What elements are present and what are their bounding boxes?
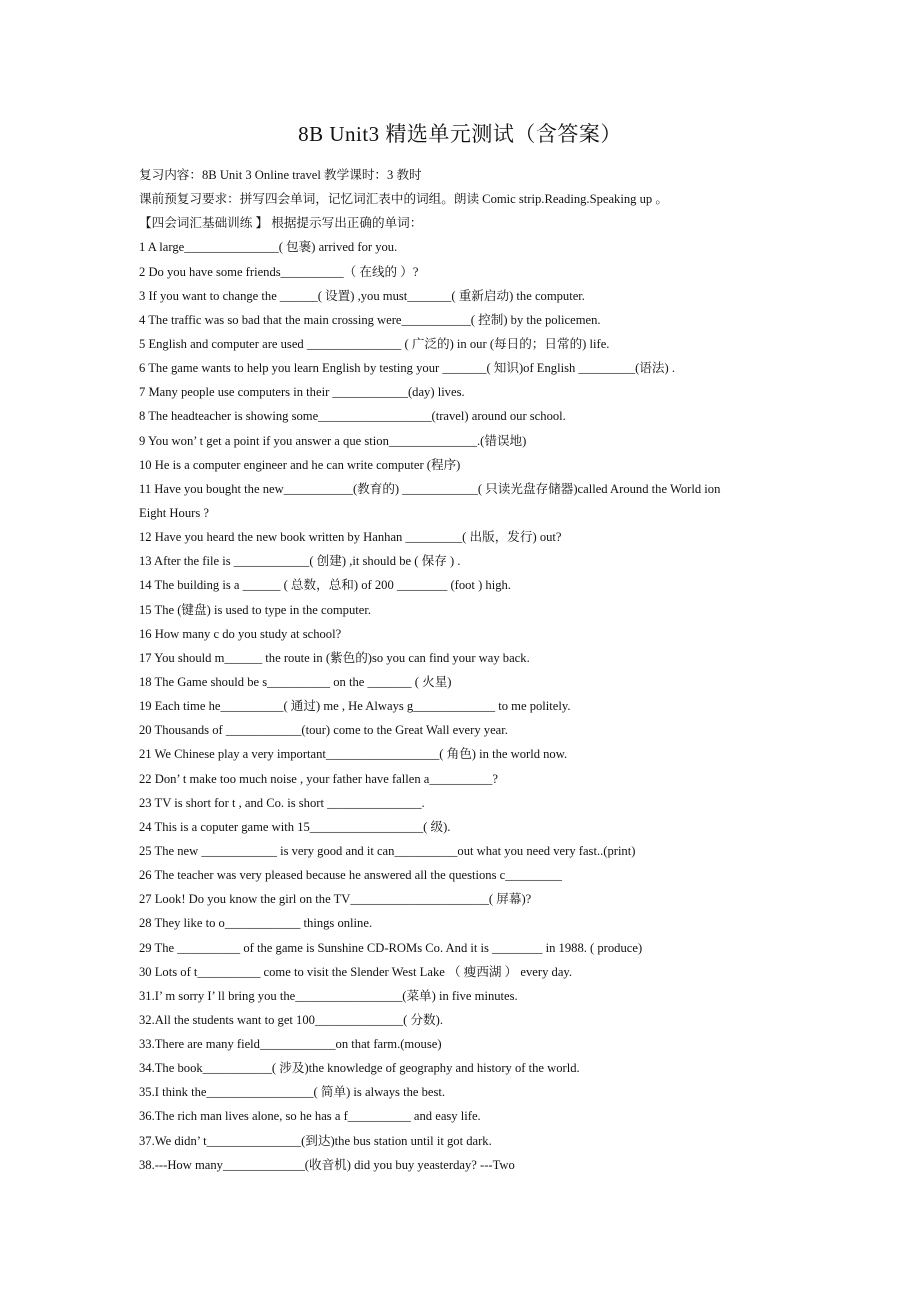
question-line: 37.We didn’ t_______________(到达)the bus station until it got dark. xyxy=(139,1133,492,1148)
question-line: 20 Thousands of ____________(tour) come to the Great Wall every year. xyxy=(139,723,508,738)
preview-requirement-line: 课前预复习要求：拼写四会单词，记忆词汇表中的词组。朗读 Comic strip.Reading.Speaking up 。 xyxy=(139,192,668,207)
question-line: 2 Do you have some friends__________（ 在线的 ）? xyxy=(139,264,419,279)
question-line: 35.I think the_________________( 简单) is always the best. xyxy=(139,1085,446,1100)
document-title: 8B Unit3 精选单元测试（含答案） xyxy=(298,122,622,146)
question-line: 33.There are many field____________on that farm.(mouse) xyxy=(139,1037,442,1052)
question-line: 21 We Chinese play a very important__________________( 角色) in the world now. xyxy=(139,747,568,762)
question-line: 12 Have you heard the new book written by Hanhan _________( 出版，发行) out? xyxy=(139,530,562,545)
review-content-line: 复习内容：8B Unit 3 Online travel 教学课时：3 教时 xyxy=(139,168,422,182)
question-line: 10 He is a computer engineer and he can write computer (程序) xyxy=(139,457,461,472)
question-line: 5 English and computer are used _______________ ( 广泛的) in our (每日的；日常的) life. xyxy=(139,336,610,351)
question-line: 16 How many c do you study at school? xyxy=(139,626,342,641)
question-line: 15 The (键盘) is used to type in the computer. xyxy=(139,602,372,617)
document-body xyxy=(139,163,799,1177)
question-line: 1 A large_______________( 包裹) arrived for you. xyxy=(139,240,398,255)
question-line: 25 The new ____________ is very good and it can__________out what you need very fast..(print) xyxy=(139,843,636,858)
question-line: 24 This is a coputer game with 15__________________( 级). xyxy=(139,819,451,834)
question-line: 29 The __________ of the game is Sunshine CD-ROMs Co. And it is ________ in 1988. ( produce) xyxy=(139,940,643,955)
question-line: 26 The teacher was very pleased because he answered all the questions c_________ xyxy=(139,868,562,883)
question-line: 19 Each time he__________( 通过) me , He Always g_____________ to me politely. xyxy=(139,699,571,714)
question-line: 17 You should m______ the route in (紫色的)so you can find your way back. xyxy=(139,650,530,665)
question-line: 18 The Game should be s__________ on the _______ ( 火星) xyxy=(139,674,452,689)
question-line: 22 Don’ t make too much noise , your father have fallen a__________? xyxy=(139,771,498,786)
question-line: 13 After the file is ____________( 创建) ,it should be ( 保存 ) . xyxy=(139,554,461,569)
question-line: 4 The traffic was so bad that the main crossing were___________( 控制) by the policemen. xyxy=(139,312,601,327)
question-line: 31.I’ m sorry I’ ll bring you the_________________(菜单) in five minutes. xyxy=(139,988,518,1003)
question-line: 23 TV is short for t , and Co. is short _______________. xyxy=(139,795,425,810)
question-line: 3 If you want to change the ______( 设置) ,you must_______( 重新启动) the computer. xyxy=(139,288,585,303)
section-heading: 【四会词汇基础训练 】 根据提示写出正确的单词： xyxy=(139,216,423,231)
question-line: 9 You won’ t get a point if you answer a que stion______________.(错误地) xyxy=(139,433,527,448)
question-line: 6 The game wants to help you learn English by testing your _______( 知识)of English _________(语法) . xyxy=(139,361,675,376)
question-line: 7 Many people use computers in their ____________(day) lives. xyxy=(139,385,465,400)
question-line: 11 Have you bought the new___________(教育的) ____________( 只读光盘存储器)called Around the World ion xyxy=(139,481,721,496)
question-line: 8 The headteacher is showing some__________________(travel) around our school. xyxy=(139,409,566,424)
question-line: 30 Lots of t__________ come to visit the Slender West Lake （ 瘦西湖 ） every day. xyxy=(139,964,573,979)
question-line: 28 They like to o____________ things online. xyxy=(139,916,373,931)
question-line: 32.All the students want to get 100______________( 分数). xyxy=(139,1012,443,1027)
question-line: 14 The building is a ______ ( 总数，总和) of 200 ________ (foot ) high. xyxy=(139,578,511,593)
question-line: 38.---How many_____________(收音机) did you buy yeasterday? ---Two xyxy=(139,1157,515,1172)
question-line-continuation: Eight Hours ? xyxy=(139,505,209,520)
question-line: 27 Look! Do you know the girl on the TV______________________( 屏幕)? xyxy=(139,892,532,907)
question-line: 36.The rich man lives alone, so he has a f__________ and easy life. xyxy=(139,1109,481,1124)
question-line: 34.The book___________( 涉及)the knowledge of geography and history of the world. xyxy=(139,1061,580,1076)
